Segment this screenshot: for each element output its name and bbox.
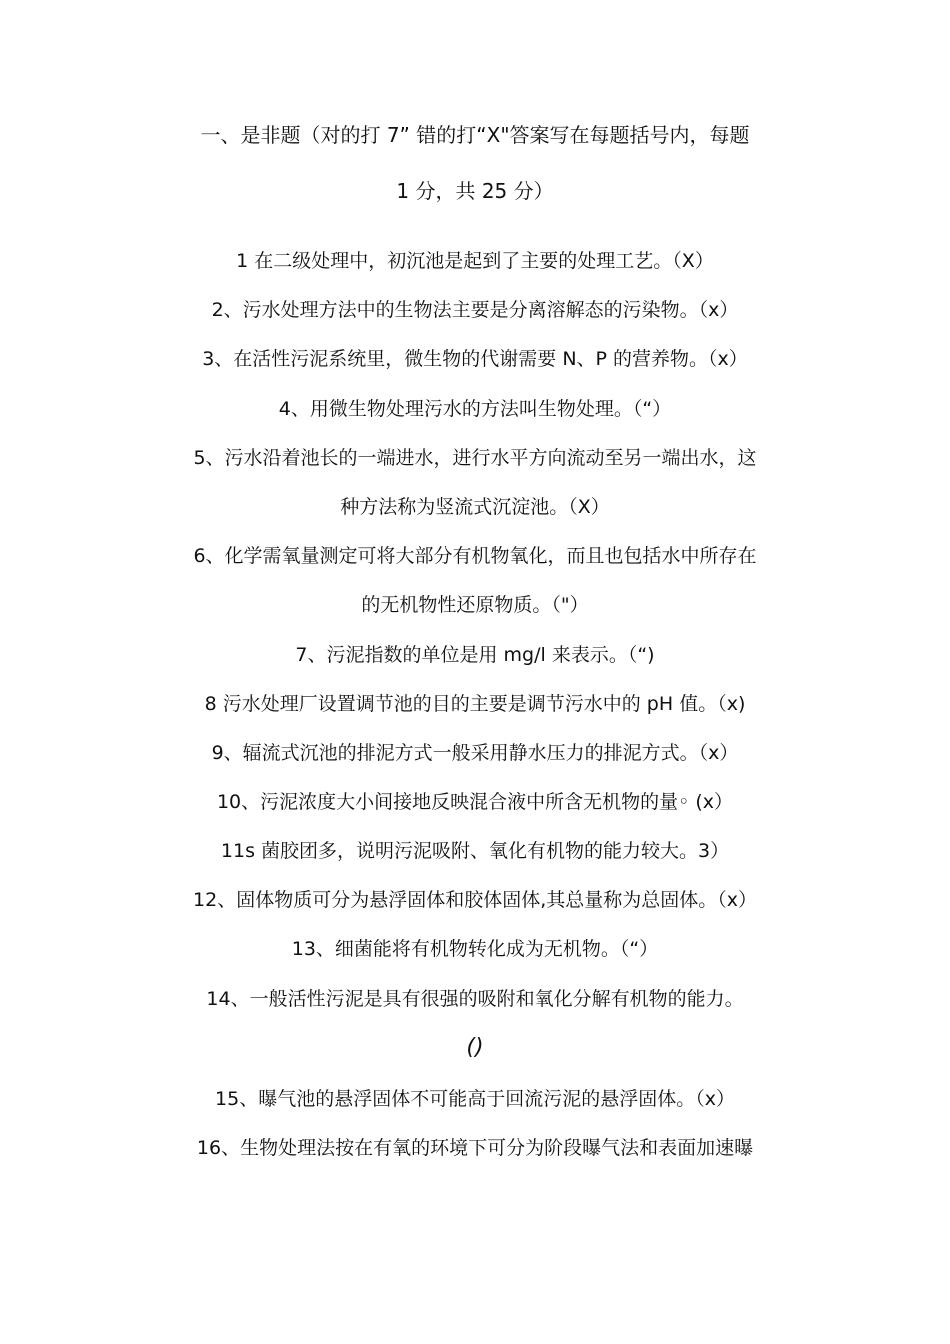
question-14-line-1: 14、一般活性污泥是具有很强的吸附和氧化分解有机物的能力。 bbox=[206, 988, 744, 1010]
section-title-line-1: 一、是非题（对的打 7” 错的打“X"答案写在每题括号内，每题 bbox=[200, 123, 750, 147]
question-11: 11s 菌胶团多，说明污泥吸附、氧化有机物的能力较大。3） bbox=[220, 840, 730, 862]
question-14-line-2: () bbox=[466, 1035, 484, 1060]
question-8: 8 污水处理厂设置调节池的目的主要是调节污水中的 pH 值。（x) bbox=[204, 693, 746, 715]
question-5-line-2: 种方法称为竖流式沉淀池。（X） bbox=[340, 496, 610, 518]
section-title-line-2: 1 分，共 25 分） bbox=[396, 179, 554, 203]
question-2: 2、污水处理方法中的生物法主要是分离溶解态的污染物。（x） bbox=[211, 299, 739, 321]
question-4: 4、用微生物处理污水的方法叫生物处理。（“） bbox=[278, 398, 672, 420]
question-6-line-1: 6、化学需氧量测定可将大部分有机物氧化，而且也包括水中所存在 bbox=[193, 545, 757, 567]
question-16-line-1: 16、生物处理法按在有氧的环境下可分为阶段曝气法和表面加速曝 bbox=[196, 1137, 754, 1159]
question-15: 15、曝气池的悬浮固体不可能高于回流污泥的悬浮固体。（x） bbox=[215, 1088, 735, 1110]
question-12: 12、固体物质可分为悬浮固体和胶体固体,其总量称为总固体。（x） bbox=[193, 889, 757, 911]
question-10: 10、污泥浓度大小间接地反映混合液中所含无机物的量◦ (x） bbox=[216, 791, 734, 813]
question-7: 7、污泥指数的单位是用 mg/l 来表示。（“) bbox=[295, 644, 655, 666]
question-13: 13、细菌能将有机物转化成为无机物。（“） bbox=[291, 938, 659, 960]
question-6-line-2: 的无机物性还原物质。（"） bbox=[361, 594, 589, 616]
question-5-line-1: 5、污水沿着池长的一端进水，进行水平方向流动至另一端出水，这 bbox=[193, 447, 757, 469]
question-3: 3、在活性污泥系统里，微生物的代谢需要 N、P 的营养物。（x） bbox=[202, 348, 748, 370]
question-9: 9、辐流式沉池的排泥方式一般采用静水压力的排泥方式。（x） bbox=[211, 742, 739, 764]
question-1: 1 在二级处理中，初沉池是起到了主要的处理工艺。（X） bbox=[236, 250, 714, 272]
